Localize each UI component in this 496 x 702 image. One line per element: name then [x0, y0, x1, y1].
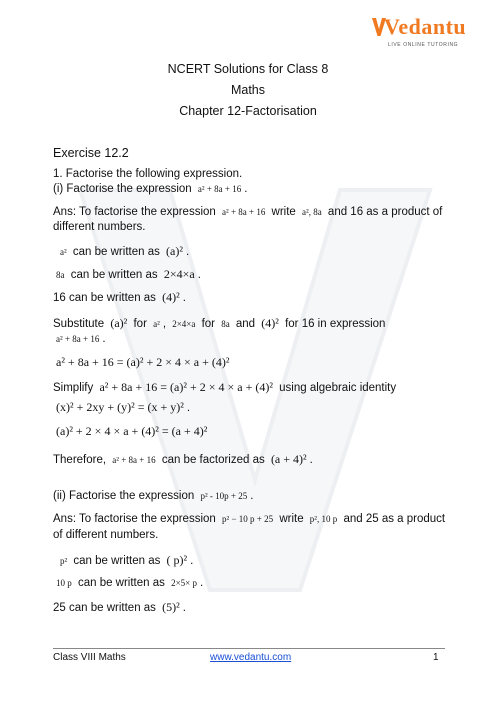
part-ii-heading: (ii) Factorise the expression p² - 10p + 25 .	[53, 490, 254, 502]
identity-line: (x)² + 2xy + (y)² = (x + y)² .	[56, 400, 191, 414]
value: 2×5× p	[171, 578, 197, 588]
doc-chapter: Chapter 12-Factorisation	[179, 104, 317, 118]
eq1-expr: a² + 8a + 16 = (a)² + 2 × 4 × a + (4)²	[56, 355, 230, 369]
term: 16	[53, 292, 66, 304]
part-i-answer-line1	[53, 206, 442, 218]
brand-tagline: LIVE ONLINE TUTORING	[388, 42, 459, 48]
value: (5)²	[162, 600, 180, 614]
footer-website-link[interactable]: www.vedantu.com	[210, 652, 292, 663]
term: 10 p	[56, 578, 72, 588]
sub-expr: a² + 8a + 16	[56, 334, 100, 344]
doc-title: NCERT Solutions for Class 8	[167, 62, 329, 76]
part-i-heading-text: (i) Factorise the expression	[53, 183, 192, 195]
part-ii-heading-expr: p² - 10p + 25	[200, 491, 248, 501]
part-i-heading-expr: a² + 8a + 16	[197, 184, 242, 194]
text: can be written as	[72, 246, 160, 258]
value: (a)²	[166, 244, 183, 258]
identity-expr: (x)² + 2xy + (y)² = (x + y)²	[56, 400, 184, 414]
footer-divider	[53, 648, 445, 649]
therefore-text: can be factorized as	[161, 454, 265, 466]
answer-prefix: Ans: To factorise the expression	[53, 206, 216, 218]
part-ii-heading-text: (ii) Factorise the expression	[53, 490, 195, 502]
footer-class: Class VIII Maths	[53, 652, 126, 663]
term: a²	[60, 247, 67, 257]
sub-e: (4)²	[261, 316, 279, 330]
value: 2×4×a	[163, 267, 195, 281]
sub-for-2: for	[201, 318, 215, 330]
part-ii-answer-line1	[53, 513, 445, 525]
term: 25	[53, 602, 66, 614]
substitute-line: Substitute (a)² for a² , 2×4×a for 8a and (4)² for 16 in expression	[53, 316, 386, 330]
text: can be written as	[73, 555, 161, 567]
answer-rest: and 25 as a product	[343, 513, 446, 525]
sub-a: (a)²	[110, 316, 128, 330]
p2-written-as-2: 10 p can be written as 2×5× p .	[56, 577, 204, 589]
written-as-3: 16 can be written as (4)² .	[53, 290, 186, 304]
sub-end: for 16 in expression	[285, 318, 386, 330]
simplify-expr: a² + 8a + 16 = (a)² + 2 × 4 × a + (4)²	[99, 380, 273, 394]
part-i-answer-line2: different numbers.	[53, 221, 146, 233]
exercise-heading: Exercise 12.2	[53, 146, 129, 160]
answer-expr: p² − 10 p + 25	[222, 514, 274, 524]
question-1: 1. Factorise the following expression.	[53, 168, 243, 180]
therefore-line: Therefore, a² + 8a + 16 can be factorized as (a + 4)² .	[53, 452, 313, 466]
part-i-heading: (i) Factorise the expression a² + 8a + 16 .	[53, 183, 248, 195]
written-as-2: 8a can be written as 2×4×a .	[56, 267, 201, 281]
part-ii-answer-line2: of different numbers.	[53, 529, 159, 541]
eq2-expr: (a)² + 2 × 4 × a + (4)² = (a + 4)²	[56, 424, 208, 438]
therefore-word: Therefore,	[53, 454, 107, 466]
therefore-value: (a + 4)²	[270, 452, 307, 466]
answer-write: write	[271, 206, 296, 218]
text: can be written as	[69, 292, 156, 304]
brand-logo	[372, 14, 467, 54]
answer-terms: a², 8a	[302, 207, 322, 217]
therefore-expr: a² + 8a + 16	[112, 455, 156, 465]
answer-prefix: Ans: To factorise the expression	[53, 513, 216, 525]
simplify-end: using algebraic identity	[279, 382, 397, 394]
written-as-1: a² can be written as (a)² .	[60, 244, 190, 258]
p2-written-as-3: 25 can be written as (5)² .	[53, 600, 186, 614]
equation-1	[53, 355, 232, 370]
sub-d: 8a	[221, 319, 230, 329]
answer-expr: a² + 8a + 16	[222, 207, 266, 217]
text: can be written as	[70, 269, 158, 281]
sub-and: and	[235, 318, 256, 330]
value: (4)²	[162, 290, 180, 304]
simplify-word: Simplify	[53, 382, 94, 394]
doc-subject: Maths	[230, 83, 266, 97]
substitute-expr-line: a² + 8a + 16 .	[56, 333, 106, 345]
text: can be written as	[69, 602, 156, 614]
answer-rest: and 16 as a product of	[327, 206, 443, 218]
brand-name: Vedantu	[384, 14, 467, 39]
term: 8a	[56, 270, 65, 280]
equation-2	[53, 424, 210, 439]
simplify-line	[53, 380, 396, 395]
value: ( p)²	[166, 553, 188, 567]
p2-written-as-1: p² can be written as ( p)² .	[60, 553, 194, 567]
sub-b: a²	[153, 319, 160, 329]
answer-write: write	[279, 513, 304, 525]
footer-page-number: 1	[433, 652, 439, 663]
answer-terms: p², 10 p	[309, 514, 338, 524]
text: can be written as	[77, 577, 165, 589]
term: p²	[60, 556, 68, 566]
substitute-word: Substitute	[53, 318, 105, 330]
sub-for-1: for	[133, 318, 147, 330]
sub-c: 2×4×a	[172, 319, 196, 329]
